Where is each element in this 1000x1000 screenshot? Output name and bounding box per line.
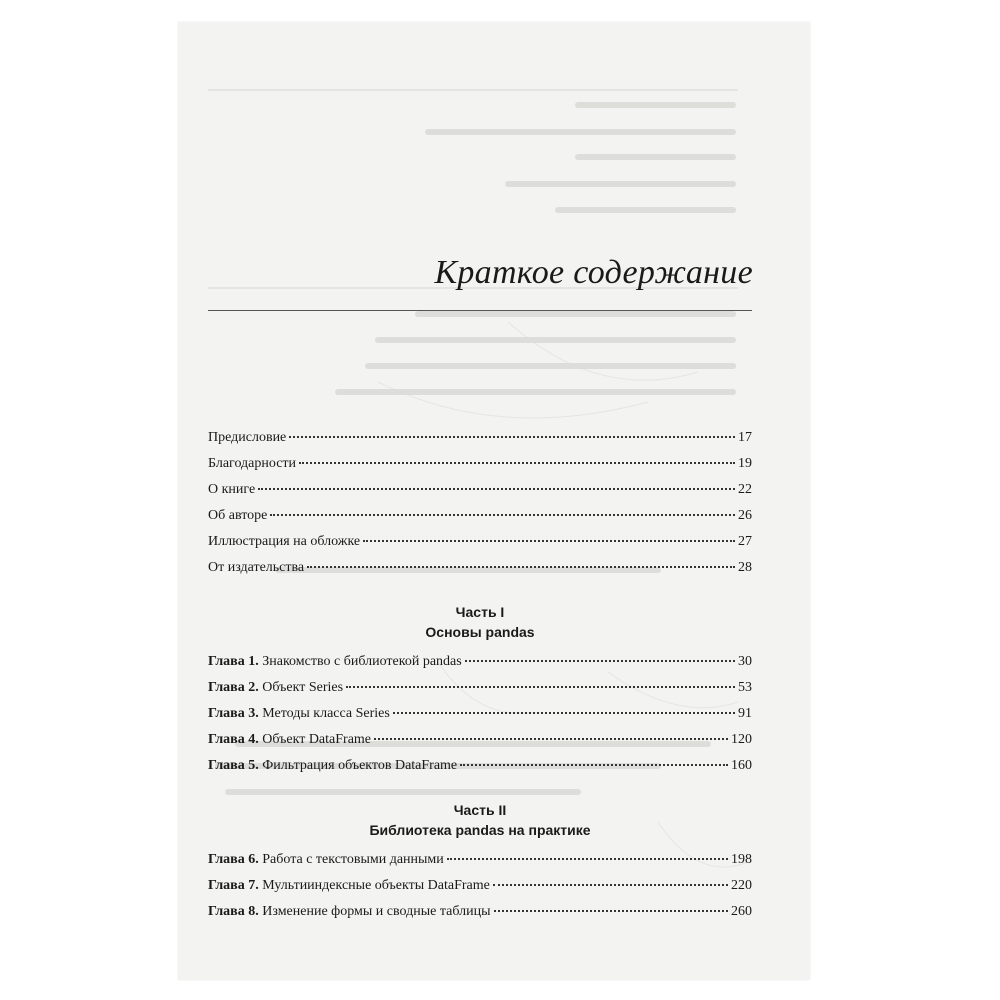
toc-entry-label xyxy=(208,758,457,774)
dot-leader xyxy=(374,737,728,740)
chapter-prefix: Глава 6. xyxy=(208,852,259,867)
dot-leader xyxy=(346,685,735,688)
toc-entry-about-author xyxy=(208,508,752,528)
toc-entry-label xyxy=(208,654,462,670)
toc-entry-page: 17 xyxy=(738,430,752,445)
chapter-title: Фильтрация объектов DataFrame xyxy=(262,758,458,773)
toc-entry-chapter-5 xyxy=(208,758,752,778)
toc-entry-label xyxy=(208,680,343,696)
toc-entry-chapter-7 xyxy=(208,878,752,898)
toc-entry-page: 220 xyxy=(731,878,752,893)
chapter-prefix: Глава 1. xyxy=(208,654,259,669)
toc-entry-page: 26 xyxy=(738,508,752,523)
chapter-prefix: Глава 7. xyxy=(208,878,259,893)
toc-entry-chapter-1 xyxy=(208,654,752,674)
toc-entry-from-publisher xyxy=(208,560,752,580)
toc-entry-label: О книге xyxy=(208,482,256,497)
chapter-prefix: Глава 3. xyxy=(208,706,259,721)
toc-entry-label: Об авторе xyxy=(208,508,268,523)
toc-entry-page: 120 xyxy=(731,732,752,747)
toc-entry-page: 260 xyxy=(731,904,752,919)
toc-entry-page: 22 xyxy=(738,482,752,497)
dot-leader xyxy=(494,909,728,912)
toc-entry-chapter-2 xyxy=(208,680,752,700)
chapter-title: Работа с текстовыми данными xyxy=(262,852,444,867)
toc-entry-label: Предисловие xyxy=(208,430,287,445)
dot-leader xyxy=(465,659,735,662)
toc-entry-label: От издательства xyxy=(208,560,305,575)
chapter-title: Знакомство с библиотекой pandas xyxy=(262,654,462,669)
book-page xyxy=(178,22,810,980)
toc-entry-about-book xyxy=(208,482,752,502)
toc-entry-chapter-8 xyxy=(208,904,752,924)
part-number: Часть II xyxy=(453,802,507,818)
dot-leader xyxy=(447,857,728,860)
toc-entry-page: 91 xyxy=(738,706,752,721)
dot-leader xyxy=(289,435,735,438)
toc-entry-label xyxy=(208,706,390,722)
chapter-title: Методы класса Series xyxy=(262,706,390,721)
toc-entry-chapter-6 xyxy=(208,852,752,872)
toc-entry-page: 30 xyxy=(738,654,752,669)
toc-entry-label: Иллюстрация на обложке xyxy=(208,534,361,549)
dot-leader xyxy=(258,487,735,490)
toc-title: Краткое содержание xyxy=(434,254,753,291)
toc-entry-chapter-4 xyxy=(208,732,752,752)
chapter-title: Изменение формы и сводные таблицы xyxy=(262,904,491,919)
dot-leader xyxy=(299,461,735,464)
toc-entry-page: 28 xyxy=(738,560,752,575)
chapter-title: Мультииндексные объекты DataFrame xyxy=(262,878,490,893)
dot-leader xyxy=(270,513,735,516)
toc-entry-cover-illustration xyxy=(208,534,752,554)
toc-entry-label: Благодарности xyxy=(208,456,297,471)
chapter-prefix: Глава 5. xyxy=(208,758,259,773)
dot-leader xyxy=(307,565,735,568)
toc-entry-page: 53 xyxy=(738,680,752,695)
part-name: Основы pandas xyxy=(425,624,535,640)
chapter-prefix: Глава 8. xyxy=(208,904,259,919)
toc-entry-label xyxy=(208,904,491,920)
dot-leader xyxy=(393,711,735,714)
toc-entry-page: 27 xyxy=(738,534,752,549)
toc-entry-label xyxy=(208,852,444,868)
chapter-prefix: Глава 4. xyxy=(208,732,259,747)
part-name: Библиотека pandas на практике xyxy=(369,822,591,838)
chapter-prefix: Глава 2. xyxy=(208,680,259,695)
dot-leader xyxy=(493,883,728,886)
toc-entry-page: 198 xyxy=(731,852,752,867)
part-number: Часть I xyxy=(455,604,505,620)
title-rule xyxy=(208,310,752,311)
toc-entry-acknowledgements xyxy=(208,456,752,476)
toc-entry-page: 19 xyxy=(738,456,752,471)
dot-leader xyxy=(363,539,735,542)
chapter-title: Объект Series xyxy=(262,680,344,695)
toc-entry-page: 160 xyxy=(731,758,752,773)
toc-entry-label xyxy=(208,732,371,748)
toc-entry-label xyxy=(208,878,490,894)
toc-entry-chapter-3 xyxy=(208,706,752,726)
chapter-title: Объект DataFrame xyxy=(262,732,372,747)
dot-leader xyxy=(460,763,728,766)
toc-entry-preface xyxy=(208,430,752,450)
